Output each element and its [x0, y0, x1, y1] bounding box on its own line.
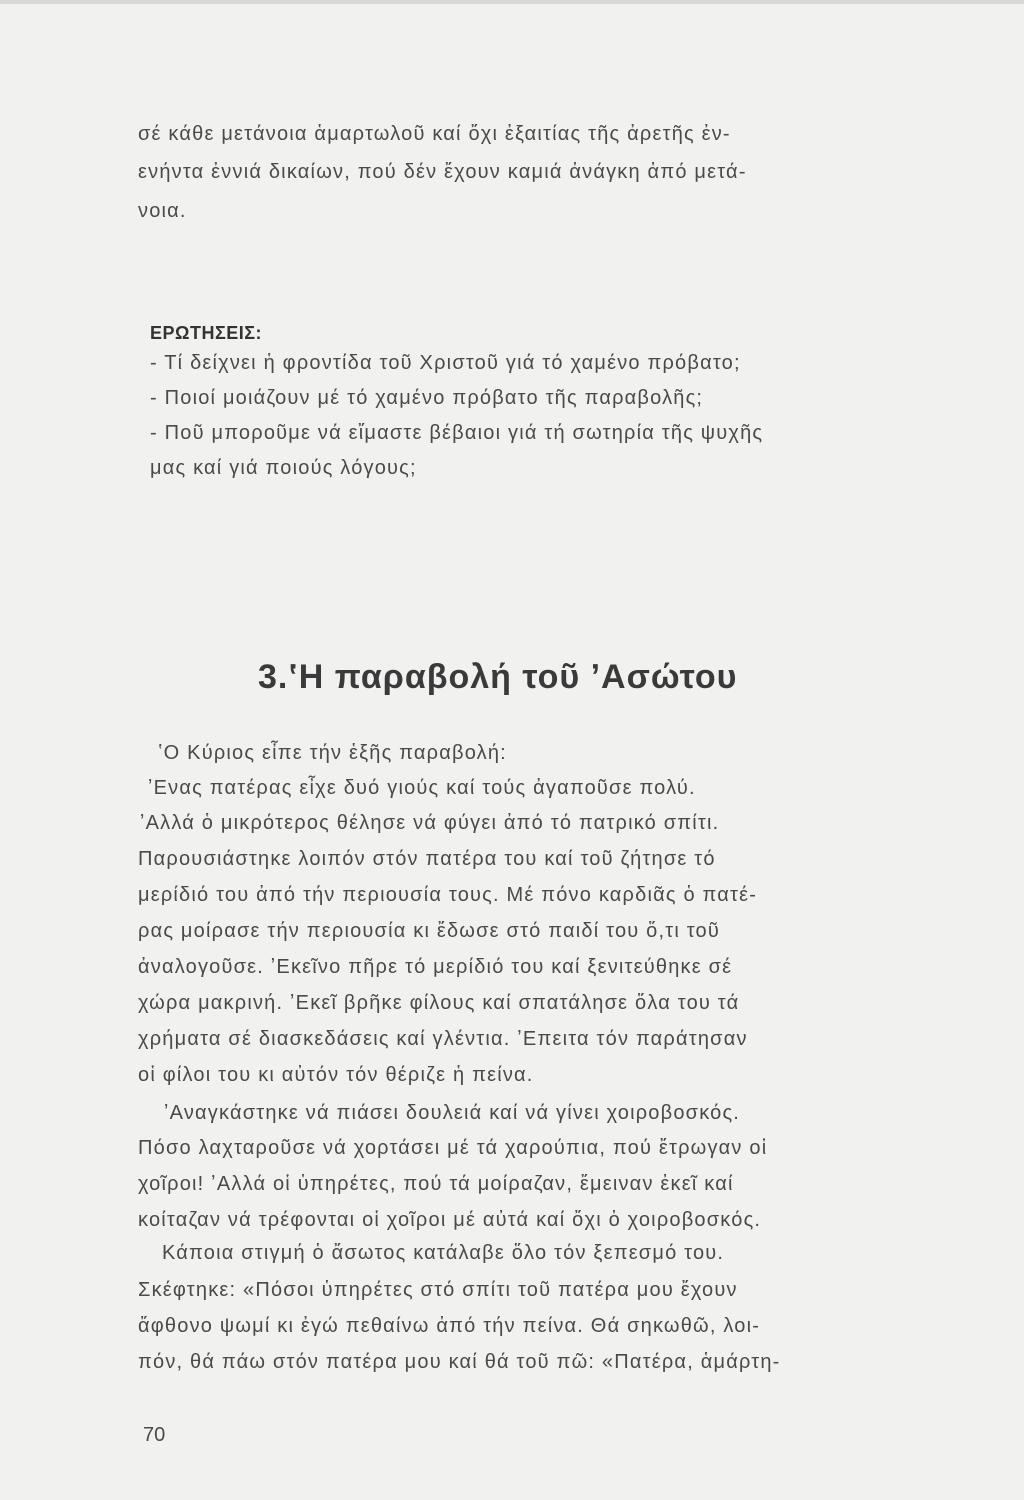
- body-line: ʼΕνας πατέρας εἶχε δυό γιούς καί τούς ἀγαποῦσε πολύ.: [148, 777, 696, 799]
- question-line: - Ποιοί μοιάζουν μέ τό χαμένο πρόβατο τῆς παραβολῆς;: [150, 387, 704, 409]
- body-line: ʽΟ Κύριος εἶπε τήν ἑξῆς παραβολή:: [158, 742, 507, 764]
- intro-line: σέ κάθε μετάνοια ἁμαρτωλοῦ καί ὄχι ἐξαιτίας τῆς ἀρετῆς ἐν-: [138, 123, 731, 145]
- body-line: ἀναλογοῦσε. ʼΕκεῖνο πῆρε τό μερίδιό του καί ξενιτεύθηκε σέ: [138, 956, 733, 978]
- body-line: ρας μοίρασε τήν περιουσία κι ἔδωσε στό παιδί του ὅ,τι τοῦ: [138, 920, 721, 942]
- body-line: οἱ φίλοι του κι αὐτόν τόν θέριζε ἡ πείνα.: [138, 1064, 534, 1086]
- intro-line: νοια.: [138, 200, 187, 222]
- body-line: Κάποια στιγμή ὁ ἄσωτος κατάλαβε ὅλο τόν ξεπεσμό του.: [162, 1242, 725, 1264]
- body-line: χρήματα σέ διασκεδάσεις καί γλέντια. ʼΕπειτα τόν παράτησαν: [138, 1028, 748, 1050]
- body-line: Σκέφτηκε: «Πόσοι ὑπηρέτες στό σπίτι τοῦ πατέρα μου ἔχουν: [138, 1279, 738, 1301]
- body-line: χοῖροι! ʼΑλλά οἱ ὑπηρέτες, πού τά μοίραζαν, ἔμειναν ἐκεῖ καί: [138, 1173, 734, 1195]
- body-line: ʼΑναγκάστηκε νά πιάσει δουλειά καί νά γίνει χοιροβοσκός.: [164, 1102, 741, 1124]
- page-number: 70: [143, 1424, 166, 1446]
- body-line: μερίδιό του ἀπό τήν περιουσία τους. Μέ πόνο καρδιᾶς ὁ πατέ-: [138, 884, 758, 906]
- questions-heading: ΕΡΩΤΗΣΕΙΣ:: [150, 323, 263, 343]
- section-title: 3.ʽΗ παραβολή τοῦ ʼΑσώτου: [258, 658, 738, 696]
- body-line: ἄφθονο ψωμί κι ἐγώ πεθαίνω ἀπό τήν πείνα. Θά σηκωθῶ, λοι-: [138, 1315, 761, 1337]
- page-top-edge: [0, 0, 1024, 4]
- body-line: χώρα μακρινή. ʼΕκεῖ βρῆκε φίλους καί σπατάλησε ὅλα του τά: [138, 992, 740, 1014]
- body-line: Πόσο λαχταροῦσε νά χορτάσει μέ τά χαρούπια, πού ἔτρωγαν οἱ: [138, 1137, 768, 1159]
- body-line: κοίταζαν νά τρέφονται οἱ χοῖροι μέ αὐτά καί ὄχι ὁ χοιροβοσκός.: [138, 1209, 762, 1231]
- question-line: - Τί δείχνει ἡ φροντίδα τοῦ Χριστοῦ γιά τό χαμένο πρόβατο;: [150, 352, 741, 374]
- question-line: - Ποῦ μποροῦμε νά εἴμαστε βέβαιοι γιά τή σωτηρία τῆς ψυχῆς: [150, 422, 764, 444]
- intro-line: ενήντα ἐννιά δικαίων, πού δέν ἔχουν καμιά ἀνάγκη ἀπό μετά-: [138, 161, 747, 183]
- question-line: μας καί γιά ποιούς λόγους;: [150, 457, 417, 479]
- body-line: Παρουσιάστηκε λοιπόν στόν πατέρα του καί τοῦ ζήτησε τό: [138, 848, 716, 870]
- body-line: ʼΑλλά ὁ μικρότερος θέλησε νά φύγει ἀπό τό πατρικό σπίτι.: [140, 812, 720, 834]
- body-line: πόν, θά πάω στόν πατέρα μου καί θά τοῦ πῶ: «Πατέρα, ἁμάρτη-: [138, 1351, 781, 1373]
